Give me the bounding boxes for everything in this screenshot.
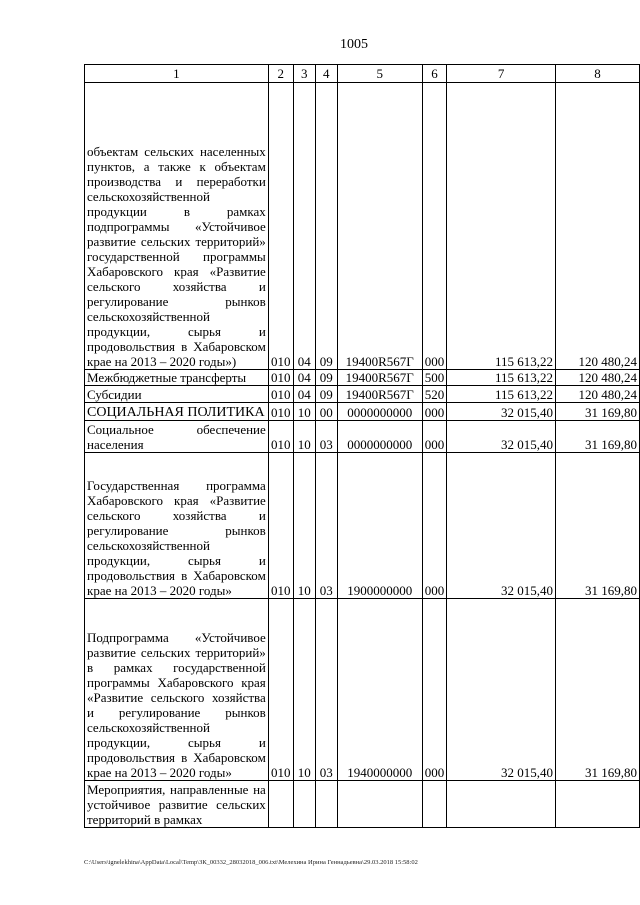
- cell-code: 19400R567Г: [337, 83, 422, 370]
- header-cell: 4: [315, 65, 337, 83]
- row-name: объектам сельских населенных пунктов, а также к объектам производства и переработки сельскохозяйственной продукции в рамках подпрограммы «Устойчивое развитие сельских территорий» государственной программы Хабаровского края «Развитие сельского хозяйства и регулирование рынков сельскохозяйственной продукции, сырья и продовольствия в Хабаровском крае на 2013 – 2020 годы»): [85, 83, 269, 370]
- cell-amount: [556, 781, 640, 828]
- header-cell: 7: [447, 65, 556, 83]
- cell-code: [422, 781, 447, 828]
- cell-code: 000: [422, 453, 447, 599]
- cell-code: 0000000000: [337, 403, 422, 421]
- cell-code: 19400R567Г: [337, 386, 422, 403]
- cell-code: [315, 781, 337, 828]
- cell-code: 500: [422, 370, 447, 386]
- table-header-row: [85, 65, 640, 83]
- header-cell: 6: [422, 65, 447, 83]
- cell-code: 010: [268, 421, 293, 453]
- cell-code: [337, 781, 422, 828]
- cell-code: 010: [268, 370, 293, 386]
- cell-code: 000: [422, 599, 447, 781]
- header-cell: 3: [293, 65, 315, 83]
- cell-amount: 120 480,24: [556, 386, 640, 403]
- cell-code: 03: [315, 599, 337, 781]
- cell-code: 1900000000: [337, 453, 422, 599]
- file-path-footer: C:\Users\ignelekhina\AppData\Local\Temp\ЗК_00332_28032018_006.txt\Мелехина Ирина Геннадьевна\29.03.2018 15:58:02: [84, 859, 418, 866]
- cell-code: 19400R567Г: [337, 370, 422, 386]
- cell-amount: 31 169,80: [556, 403, 640, 421]
- row-name: Мероприятия, направленные на устойчивое развитие сельских территорий в рамках: [85, 781, 269, 828]
- cell-code: 000: [422, 421, 447, 453]
- cell-code: 000: [422, 83, 447, 370]
- cell-code: [268, 781, 293, 828]
- cell-code: 10: [293, 453, 315, 599]
- cell-amount: 32 015,40: [447, 599, 556, 781]
- cell-code: 09: [315, 370, 337, 386]
- cell-amount: [447, 781, 556, 828]
- row-name: СОЦИАЛЬНАЯ ПОЛИТИКА: [85, 403, 269, 421]
- table-row: [85, 370, 640, 386]
- cell-code: 10: [293, 599, 315, 781]
- budget-table: [84, 64, 640, 828]
- cell-code: 010: [268, 83, 293, 370]
- cell-code: 00: [315, 403, 337, 421]
- cell-code: 010: [268, 453, 293, 599]
- cell-code: 03: [315, 421, 337, 453]
- cell-code: [293, 781, 315, 828]
- cell-code: 10: [293, 421, 315, 453]
- cell-amount: 115 613,22: [447, 370, 556, 386]
- table-row: [85, 386, 640, 403]
- table-row: [85, 421, 640, 453]
- cell-code: 10: [293, 403, 315, 421]
- cell-amount: 120 480,24: [556, 83, 640, 370]
- cell-code: 04: [293, 370, 315, 386]
- row-name: Социальное обеспечение населения: [85, 421, 269, 453]
- cell-code: 520: [422, 386, 447, 403]
- table-row: [85, 599, 640, 781]
- table-row: [85, 83, 640, 370]
- cell-code: 000: [422, 403, 447, 421]
- cell-amount: 32 015,40: [447, 403, 556, 421]
- cell-amount: 32 015,40: [447, 421, 556, 453]
- table-row: [85, 403, 640, 421]
- cell-amount: 115 613,22: [447, 386, 556, 403]
- header-cell: 5: [337, 65, 422, 83]
- row-name: Межбюджетные трансферты: [85, 370, 269, 386]
- header-cell: 8: [556, 65, 640, 83]
- cell-amount: 31 169,80: [556, 453, 640, 599]
- cell-code: 1940000000: [337, 599, 422, 781]
- cell-amount: 120 480,24: [556, 370, 640, 386]
- row-name: Субсидии: [85, 386, 269, 403]
- cell-code: 010: [268, 599, 293, 781]
- table-row: [85, 453, 640, 599]
- cell-amount: 31 169,80: [556, 421, 640, 453]
- cell-code: 04: [293, 83, 315, 370]
- cell-code: 010: [268, 386, 293, 403]
- cell-code: 09: [315, 386, 337, 403]
- cell-code: 0000000000: [337, 421, 422, 453]
- cell-code: 09: [315, 83, 337, 370]
- cell-code: 010: [268, 403, 293, 421]
- cell-amount: 115 613,22: [447, 83, 556, 370]
- header-cell: 2: [268, 65, 293, 83]
- row-name: Подпрограмма «Устойчивое развитие сельских территорий» в рамках государственной программы Хабаровского края «Развитие сельского хозяйства и регулирование рынков сельскохозяйственной продукции, сырья и продовольствия в Хабаровском крае на 2013 – 2020 годы»: [85, 599, 269, 781]
- table-row: [85, 781, 640, 828]
- row-name: Государственная программа Хабаровского края «Развитие сельского хозяйства и регулирование рынков сельскохозяйственной продукции, сырья и продовольствия в Хабаровском крае на 2013 – 2020 годы»: [85, 453, 269, 599]
- cell-amount: 32 015,40: [447, 453, 556, 599]
- header-cell: 1: [85, 65, 269, 83]
- page-number: 1005: [340, 37, 368, 52]
- cell-amount: 31 169,80: [556, 599, 640, 781]
- cell-code: 03: [315, 453, 337, 599]
- cell-code: 04: [293, 386, 315, 403]
